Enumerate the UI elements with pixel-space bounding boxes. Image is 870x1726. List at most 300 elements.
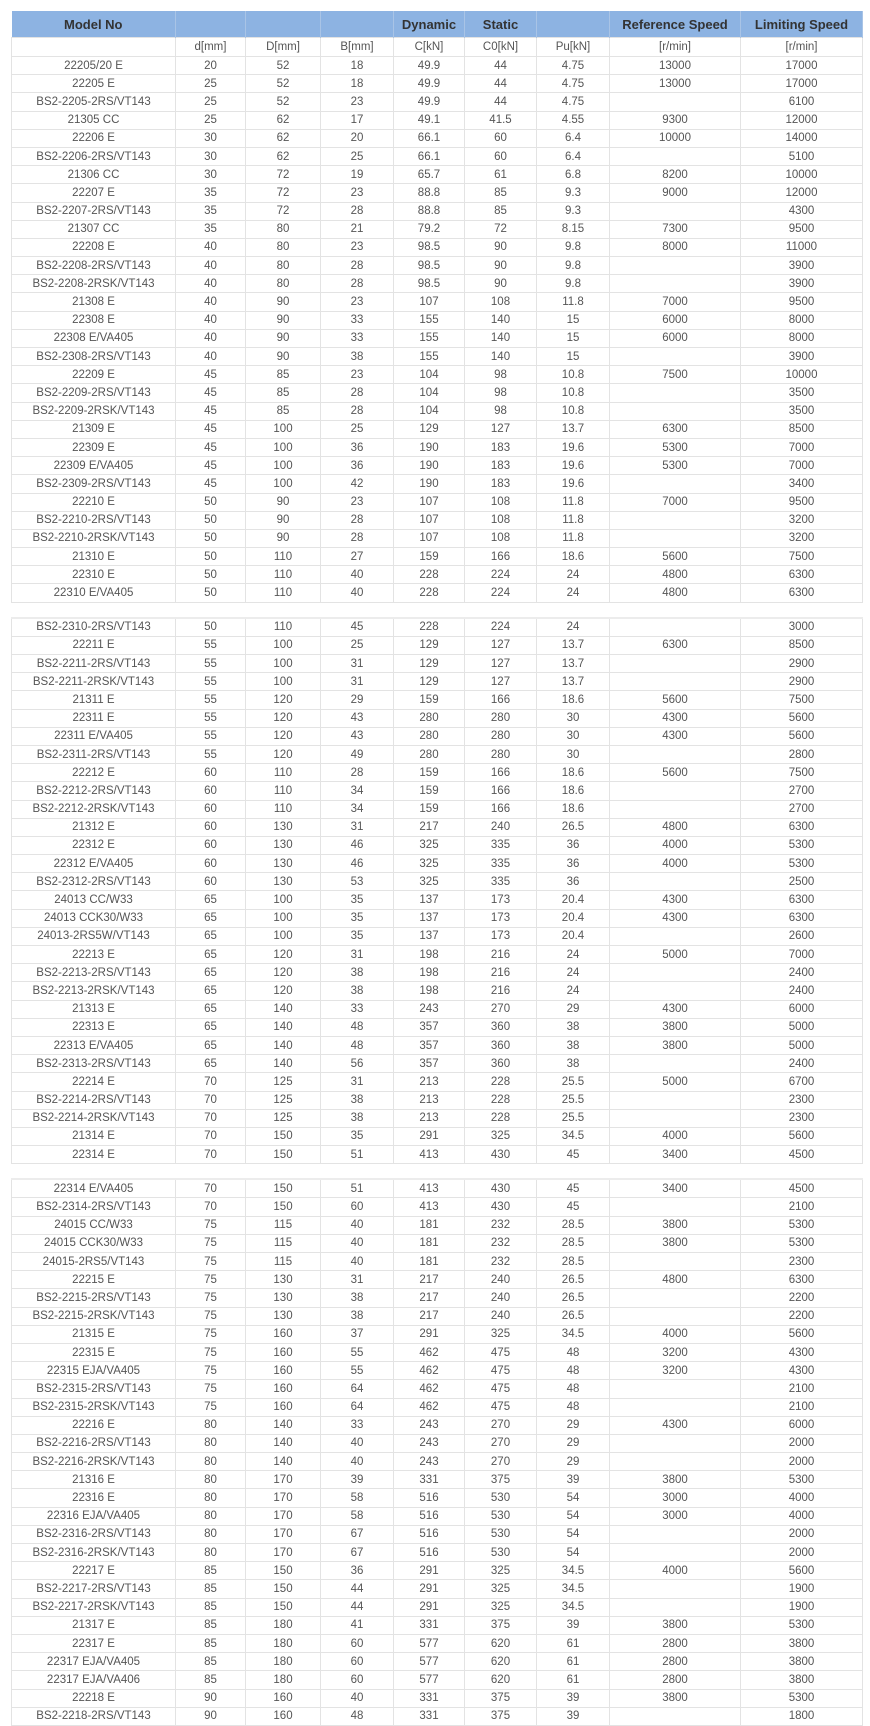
cell-model-no: 22311 E <box>12 709 176 727</box>
cell-outer-diameter: 52 <box>246 57 321 75</box>
cell-dynamic-load: 577 <box>394 1634 465 1652</box>
cell-dynamic-load: 129 <box>394 420 465 438</box>
cell-model-no: BS2-2216-2RSK/VT143 <box>12 1453 176 1471</box>
cell-limiting-speed: 2400 <box>741 982 863 1000</box>
cell-static-load: 280 <box>465 745 537 763</box>
cell-outer-diameter: 120 <box>246 727 321 745</box>
table-row <box>12 709 863 727</box>
cell-inner-diameter: 65 <box>176 946 246 964</box>
cell-width: 44 <box>321 1580 394 1598</box>
unit-cell: C[kN] <box>394 38 465 57</box>
cell-static-load: 240 <box>465 818 537 836</box>
cell-dynamic-load: 190 <box>394 457 465 475</box>
cell-static-load: 127 <box>465 673 537 691</box>
cell-outer-diameter: 160 <box>246 1362 321 1380</box>
cell-width: 64 <box>321 1398 394 1416</box>
cell-limiting-speed: 5600 <box>741 709 863 727</box>
cell-inner-diameter: 65 <box>176 909 246 927</box>
cell-inner-diameter: 85 <box>176 1653 246 1671</box>
cell-limiting-speed: 5600 <box>741 1562 863 1580</box>
cell-fatigue-load: 20.4 <box>537 891 610 909</box>
table-row <box>12 964 863 982</box>
cell-width: 28 <box>321 257 394 275</box>
cell-outer-diameter: 160 <box>246 1343 321 1361</box>
cell-fatigue-load: 34.5 <box>537 1127 610 1145</box>
cell-inner-diameter: 45 <box>176 402 246 420</box>
cell-width: 20 <box>321 129 394 147</box>
cell-dynamic-load: 107 <box>394 293 465 311</box>
cell-static-load: 620 <box>465 1634 537 1652</box>
cell-inner-diameter: 65 <box>176 1036 246 1054</box>
table-row <box>12 1434 863 1452</box>
table-row <box>12 1000 863 1018</box>
cell-fatigue-load: 61 <box>537 1653 610 1671</box>
cell-reference-speed: 3800 <box>610 1689 741 1707</box>
cell-width: 35 <box>321 927 394 945</box>
cell-inner-diameter: 50 <box>176 584 246 602</box>
cell-width: 49 <box>321 745 394 763</box>
cell-fatigue-load: 36 <box>537 836 610 854</box>
cell-static-load: 183 <box>465 457 537 475</box>
cell-model-no: 22317 EJA/VA406 <box>12 1671 176 1689</box>
cell-limiting-speed: 7500 <box>741 764 863 782</box>
table-row <box>12 655 863 673</box>
cell-width: 35 <box>321 1127 394 1145</box>
cell-dynamic-load: 190 <box>394 438 465 456</box>
cell-reference-speed <box>610 800 741 818</box>
cell-width: 31 <box>321 673 394 691</box>
cell-model-no: 21317 E <box>12 1616 176 1634</box>
cell-inner-diameter: 75 <box>176 1253 246 1271</box>
cell-limiting-speed: 11000 <box>741 238 863 256</box>
cell-limiting-speed: 2600 <box>741 927 863 945</box>
cell-reference-speed: 2800 <box>610 1634 741 1652</box>
cell-reference-speed <box>610 982 741 1000</box>
header-row <box>12 11 863 38</box>
table-row <box>12 1689 863 1707</box>
table-row <box>12 818 863 836</box>
cell-static-load: 232 <box>465 1216 537 1234</box>
cell-model-no: BS2-2218-2RS/VT143 <box>12 1707 176 1725</box>
cell-dynamic-load: 88.8 <box>394 184 465 202</box>
cell-dynamic-load: 291 <box>394 1598 465 1616</box>
cell-reference-speed: 3400 <box>610 1179 741 1198</box>
cell-static-load: 166 <box>465 548 537 566</box>
table-row <box>12 57 863 75</box>
cell-reference-speed: 4800 <box>610 584 741 602</box>
table-row <box>12 202 863 220</box>
cell-static-load: 44 <box>465 75 537 93</box>
cell-reference-speed: 3200 <box>610 1343 741 1361</box>
cell-width: 28 <box>321 764 394 782</box>
cell-limiting-speed: 10000 <box>741 166 863 184</box>
cell-outer-diameter: 140 <box>246 1036 321 1054</box>
cell-limiting-speed: 3500 <box>741 384 863 402</box>
table-row <box>12 1671 863 1689</box>
cell-static-load: 240 <box>465 1289 537 1307</box>
cell-fatigue-load: 13.7 <box>537 673 610 691</box>
unit-cell: D[mm] <box>246 38 321 57</box>
cell-dynamic-load: 98.5 <box>394 257 465 275</box>
cell-limiting-speed: 3800 <box>741 1671 863 1689</box>
separator-cell <box>741 1164 863 1180</box>
cell-width: 40 <box>321 1689 394 1707</box>
cell-inner-diameter: 50 <box>176 566 246 584</box>
table-row <box>12 1562 863 1580</box>
table-row <box>12 1416 863 1434</box>
cell-inner-diameter: 20 <box>176 57 246 75</box>
cell-model-no: 22205/20 E <box>12 57 176 75</box>
header-blank <box>537 11 610 38</box>
cell-outer-diameter: 80 <box>246 238 321 256</box>
cell-limiting-speed: 12000 <box>741 111 863 129</box>
cell-fatigue-load: 29 <box>537 1000 610 1018</box>
cell-inner-diameter: 65 <box>176 1000 246 1018</box>
cell-static-load: 335 <box>465 855 537 873</box>
cell-static-load: 375 <box>465 1471 537 1489</box>
cell-fatigue-load: 6.4 <box>537 147 610 165</box>
cell-dynamic-load: 213 <box>394 1109 465 1127</box>
separator-cell <box>741 602 863 618</box>
cell-model-no: 22209 E <box>12 366 176 384</box>
table-row <box>12 366 863 384</box>
cell-outer-diameter: 130 <box>246 1307 321 1325</box>
cell-limiting-speed: 4300 <box>741 1343 863 1361</box>
cell-reference-speed: 5300 <box>610 457 741 475</box>
cell-reference-speed <box>610 257 741 275</box>
cell-model-no: BS2-2210-2RSK/VT143 <box>12 529 176 547</box>
cell-dynamic-load: 325 <box>394 873 465 891</box>
cell-reference-speed <box>610 348 741 366</box>
cell-width: 25 <box>321 420 394 438</box>
cell-outer-diameter: 130 <box>246 855 321 873</box>
cell-inner-diameter: 75 <box>176 1362 246 1380</box>
cell-inner-diameter: 75 <box>176 1398 246 1416</box>
cell-inner-diameter: 25 <box>176 75 246 93</box>
cell-reference-speed: 3800 <box>610 1234 741 1252</box>
cell-outer-diameter: 150 <box>246 1562 321 1580</box>
cell-inner-diameter: 25 <box>176 111 246 129</box>
cell-static-load: 108 <box>465 493 537 511</box>
table-row <box>12 1653 863 1671</box>
cell-limiting-speed: 6300 <box>741 818 863 836</box>
cell-dynamic-load: 413 <box>394 1179 465 1198</box>
cell-inner-diameter: 80 <box>176 1453 246 1471</box>
cell-limiting-speed: 6300 <box>741 891 863 909</box>
table-row <box>12 1091 863 1109</box>
cell-fatigue-load: 11.8 <box>537 511 610 529</box>
cell-inner-diameter: 50 <box>176 618 246 637</box>
cell-fatigue-load: 13.7 <box>537 655 610 673</box>
cell-inner-diameter: 80 <box>176 1471 246 1489</box>
cell-dynamic-load: 49.9 <box>394 57 465 75</box>
cell-limiting-speed: 7000 <box>741 438 863 456</box>
cell-width: 46 <box>321 836 394 854</box>
cell-outer-diameter: 80 <box>246 257 321 275</box>
cell-dynamic-load: 49.9 <box>394 93 465 111</box>
cell-outer-diameter: 85 <box>246 402 321 420</box>
cell-limiting-speed: 4300 <box>741 1362 863 1380</box>
cell-static-load: 280 <box>465 727 537 745</box>
cell-static-load: 90 <box>465 257 537 275</box>
cell-dynamic-load: 159 <box>394 548 465 566</box>
cell-dynamic-load: 155 <box>394 311 465 329</box>
cell-inner-diameter: 45 <box>176 457 246 475</box>
cell-outer-diameter: 140 <box>246 1416 321 1434</box>
cell-width: 41 <box>321 1616 394 1634</box>
cell-dynamic-load: 49.1 <box>394 111 465 129</box>
cell-inner-diameter: 60 <box>176 800 246 818</box>
cell-limiting-speed: 3000 <box>741 618 863 637</box>
cell-outer-diameter: 180 <box>246 1653 321 1671</box>
table-row <box>12 1271 863 1289</box>
table-row <box>12 1707 863 1725</box>
cell-width: 40 <box>321 1434 394 1452</box>
cell-reference-speed: 6000 <box>610 311 741 329</box>
cell-fatigue-load: 18.6 <box>537 800 610 818</box>
cell-fatigue-load: 29 <box>537 1416 610 1434</box>
cell-static-load: 140 <box>465 329 537 347</box>
cell-fatigue-load: 18.6 <box>537 764 610 782</box>
bearing-spec-table <box>11 11 863 1726</box>
cell-width: 55 <box>321 1362 394 1380</box>
cell-dynamic-load: 79.2 <box>394 220 465 238</box>
cell-outer-diameter: 90 <box>246 293 321 311</box>
unit-cell <box>12 38 176 57</box>
cell-static-load: 240 <box>465 1271 537 1289</box>
cell-static-load: 270 <box>465 1434 537 1452</box>
cell-outer-diameter: 90 <box>246 348 321 366</box>
cell-static-load: 240 <box>465 1307 537 1325</box>
cell-dynamic-load: 181 <box>394 1234 465 1252</box>
cell-limiting-speed: 2200 <box>741 1289 863 1307</box>
cell-reference-speed <box>610 1307 741 1325</box>
header-blank <box>176 11 246 38</box>
cell-model-no: BS2-2216-2RS/VT143 <box>12 1434 176 1452</box>
table-row <box>12 1018 863 1036</box>
unit-cell: [r/min] <box>610 38 741 57</box>
cell-static-load: 530 <box>465 1544 537 1562</box>
table-row <box>12 836 863 854</box>
cell-limiting-speed: 2000 <box>741 1453 863 1471</box>
cell-limiting-speed: 5300 <box>741 855 863 873</box>
table-row <box>12 184 863 202</box>
cell-outer-diameter: 150 <box>246 1198 321 1216</box>
cell-inner-diameter: 70 <box>176 1198 246 1216</box>
cell-width: 43 <box>321 727 394 745</box>
cell-reference-speed <box>610 402 741 420</box>
cell-dynamic-load: 331 <box>394 1616 465 1634</box>
table-row <box>12 1146 863 1164</box>
table-row <box>12 1325 863 1343</box>
cell-reference-speed: 7500 <box>610 366 741 384</box>
cell-fatigue-load: 39 <box>537 1689 610 1707</box>
cell-inner-diameter: 35 <box>176 202 246 220</box>
cell-model-no: BS2-2308-2RS/VT143 <box>12 348 176 366</box>
cell-fatigue-load: 34.5 <box>537 1325 610 1343</box>
cell-fatigue-load: 39 <box>537 1707 610 1725</box>
cell-static-load: 98 <box>465 384 537 402</box>
cell-limiting-speed: 2300 <box>741 1109 863 1127</box>
cell-inner-diameter: 70 <box>176 1127 246 1145</box>
cell-width: 58 <box>321 1489 394 1507</box>
cell-limiting-speed: 6300 <box>741 566 863 584</box>
cell-limiting-speed: 2000 <box>741 1544 863 1562</box>
cell-model-no: 22312 E <box>12 836 176 854</box>
cell-fatigue-load: 24 <box>537 982 610 1000</box>
table-row <box>12 636 863 654</box>
table-row <box>12 584 863 602</box>
cell-inner-diameter: 50 <box>176 493 246 511</box>
cell-model-no: BS2-2209-2RS/VT143 <box>12 384 176 402</box>
cell-outer-diameter: 125 <box>246 1073 321 1091</box>
cell-width: 51 <box>321 1179 394 1198</box>
cell-width: 38 <box>321 1109 394 1127</box>
cell-dynamic-load: 159 <box>394 782 465 800</box>
cell-inner-diameter: 75 <box>176 1216 246 1234</box>
cell-outer-diameter: 80 <box>246 275 321 293</box>
cell-limiting-speed: 8000 <box>741 311 863 329</box>
cell-fatigue-load: 19.6 <box>537 457 610 475</box>
cell-fatigue-load: 8.15 <box>537 220 610 238</box>
cell-fatigue-load: 30 <box>537 709 610 727</box>
cell-static-load: 620 <box>465 1671 537 1689</box>
separator-cell <box>176 1164 246 1180</box>
table-row <box>12 1036 863 1054</box>
cell-static-load: 61 <box>465 166 537 184</box>
cell-fatigue-load: 4.55 <box>537 111 610 129</box>
cell-reference-speed <box>610 1289 741 1307</box>
cell-inner-diameter: 65 <box>176 891 246 909</box>
cell-static-load: 85 <box>465 202 537 220</box>
cell-fatigue-load: 10.8 <box>537 366 610 384</box>
cell-model-no: 21305 CC <box>12 111 176 129</box>
cell-outer-diameter: 80 <box>246 220 321 238</box>
cell-inner-diameter: 55 <box>176 691 246 709</box>
cell-limiting-speed: 2000 <box>741 1525 863 1543</box>
cell-inner-diameter: 40 <box>176 293 246 311</box>
table-row <box>12 238 863 256</box>
table-row <box>12 1109 863 1127</box>
cell-limiting-speed: 2300 <box>741 1253 863 1271</box>
cell-limiting-speed: 9500 <box>741 293 863 311</box>
cell-dynamic-load: 577 <box>394 1653 465 1671</box>
cell-model-no: BS2-2212-2RSK/VT143 <box>12 800 176 818</box>
cell-static-load: 530 <box>465 1525 537 1543</box>
cell-static-load: 108 <box>465 511 537 529</box>
separator-cell <box>465 1164 537 1180</box>
cell-static-load: 280 <box>465 709 537 727</box>
cell-inner-diameter: 55 <box>176 636 246 654</box>
table-row <box>12 782 863 800</box>
cell-outer-diameter: 110 <box>246 548 321 566</box>
table-row <box>12 147 863 165</box>
cell-inner-diameter: 40 <box>176 238 246 256</box>
cell-fatigue-load: 38 <box>537 1055 610 1073</box>
cell-reference-speed: 4000 <box>610 1325 741 1343</box>
cell-width: 33 <box>321 311 394 329</box>
cell-inner-diameter: 75 <box>176 1271 246 1289</box>
cell-width: 17 <box>321 111 394 129</box>
cell-width: 35 <box>321 909 394 927</box>
cell-inner-diameter: 55 <box>176 709 246 727</box>
cell-model-no: 22218 E <box>12 1689 176 1707</box>
cell-outer-diameter: 120 <box>246 745 321 763</box>
cell-fatigue-load: 26.5 <box>537 1307 610 1325</box>
cell-limiting-speed: 9500 <box>741 493 863 511</box>
cell-outer-diameter: 85 <box>246 366 321 384</box>
cell-width: 48 <box>321 1036 394 1054</box>
cell-static-load: 90 <box>465 275 537 293</box>
table-row <box>12 511 863 529</box>
cell-limiting-speed: 3500 <box>741 402 863 420</box>
cell-inner-diameter: 65 <box>176 927 246 945</box>
cell-dynamic-load: 331 <box>394 1689 465 1707</box>
cell-width: 53 <box>321 873 394 891</box>
cell-outer-diameter: 72 <box>246 166 321 184</box>
cell-model-no: BS2-2315-2RS/VT143 <box>12 1380 176 1398</box>
cell-dynamic-load: 181 <box>394 1216 465 1234</box>
cell-dynamic-load: 516 <box>394 1507 465 1525</box>
cell-inner-diameter: 65 <box>176 1018 246 1036</box>
cell-static-load: 228 <box>465 1109 537 1127</box>
cell-static-load: 173 <box>465 891 537 909</box>
cell-outer-diameter: 72 <box>246 184 321 202</box>
cell-static-load: 44 <box>465 57 537 75</box>
table-row <box>12 1507 863 1525</box>
cell-limiting-speed: 14000 <box>741 129 863 147</box>
cell-static-load: 430 <box>465 1179 537 1198</box>
cell-inner-diameter: 55 <box>176 673 246 691</box>
cell-outer-diameter: 150 <box>246 1127 321 1145</box>
cell-inner-diameter: 70 <box>176 1109 246 1127</box>
cell-model-no: 22205 E <box>12 75 176 93</box>
cell-static-load: 270 <box>465 1000 537 1018</box>
cell-outer-diameter: 100 <box>246 891 321 909</box>
cell-reference-speed <box>610 1453 741 1471</box>
cell-inner-diameter: 35 <box>176 184 246 202</box>
separator-cell <box>537 602 610 618</box>
unit-cell: B[mm] <box>321 38 394 57</box>
cell-dynamic-load: 88.8 <box>394 202 465 220</box>
cell-reference-speed: 4800 <box>610 818 741 836</box>
cell-outer-diameter: 160 <box>246 1325 321 1343</box>
cell-limiting-speed: 8000 <box>741 329 863 347</box>
cell-model-no: BS2-2208-2RS/VT143 <box>12 257 176 275</box>
cell-static-load: 475 <box>465 1343 537 1361</box>
cell-width: 43 <box>321 709 394 727</box>
table-row <box>12 1343 863 1361</box>
cell-width: 46 <box>321 855 394 873</box>
cell-dynamic-load: 291 <box>394 1562 465 1580</box>
cell-model-no: 22308 E/VA405 <box>12 329 176 347</box>
cell-dynamic-load: 325 <box>394 855 465 873</box>
table-row <box>12 745 863 763</box>
table-row <box>12 1616 863 1634</box>
cell-reference-speed <box>610 745 741 763</box>
cell-fatigue-load: 38 <box>537 1036 610 1054</box>
cell-reference-speed: 5000 <box>610 946 741 964</box>
cell-static-load: 430 <box>465 1198 537 1216</box>
cell-static-load: 98 <box>465 366 537 384</box>
cell-fatigue-load: 9.8 <box>537 238 610 256</box>
cell-model-no: 24013 CCK30/W33 <box>12 909 176 927</box>
cell-dynamic-load: 331 <box>394 1471 465 1489</box>
table-row <box>12 475 863 493</box>
cell-fatigue-load: 15 <box>537 311 610 329</box>
cell-dynamic-load: 280 <box>394 745 465 763</box>
cell-width: 25 <box>321 147 394 165</box>
